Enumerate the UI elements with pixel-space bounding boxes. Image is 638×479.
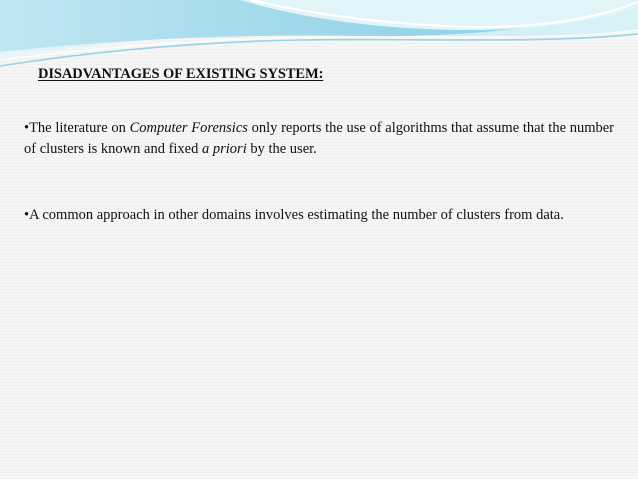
bullet-text-part: only reports the use of algorithms that assume that the number of clusters is known and fixed [24,120,614,157]
bullet-item-1 [24,118,614,160]
bullet-text-part: by the user. [246,141,317,157]
bullet-mark: • [24,207,30,223]
bullet-emphasis-term: a priori [202,141,247,157]
bullet-mark: • [24,120,30,136]
bullet-text-part: The literature on [29,120,130,136]
slide-title: DISADVANTAGES OF EXISTING SYSTEM: [38,66,324,82]
bullet-text: A common approach in other domains involves estimating the number of clusters from data. [29,207,564,223]
bullet-emphasis-term: Computer Forensics [129,120,248,136]
bullet-item-2 [24,205,614,226]
